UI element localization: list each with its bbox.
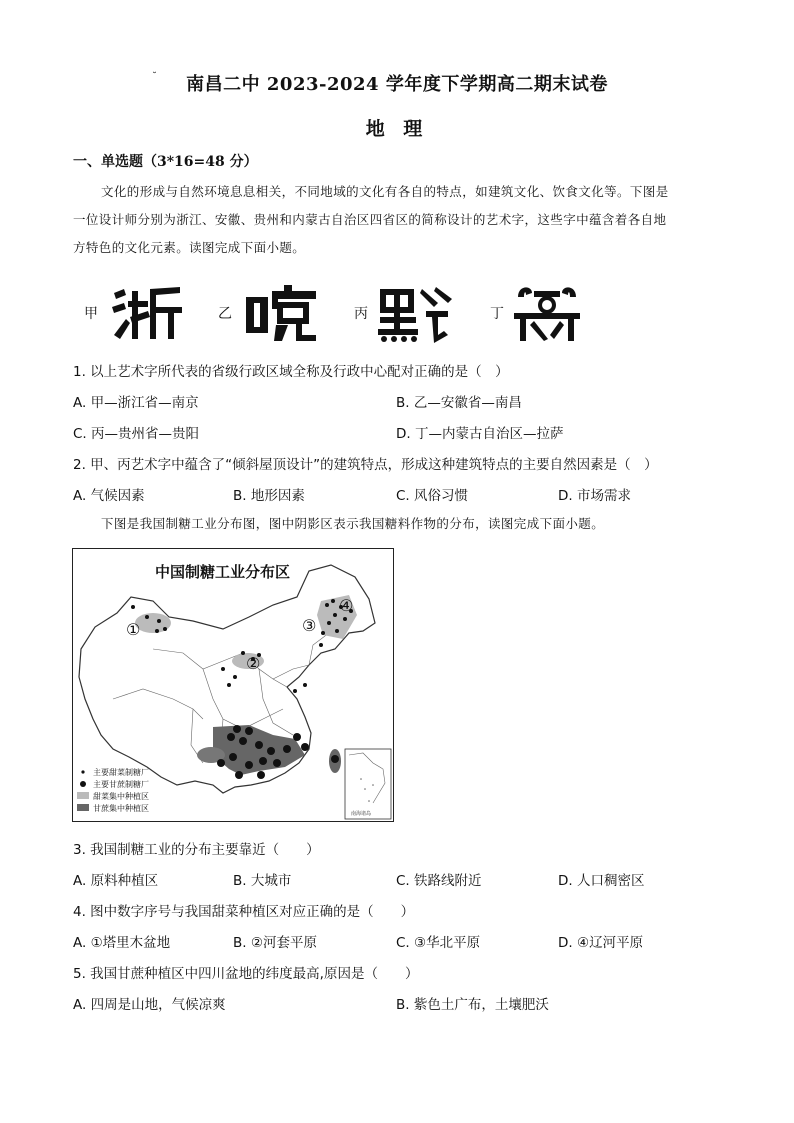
- question-4-option-a[interactable]: A. ①塔里木盆地: [73, 935, 171, 951]
- exam-title: [0, 70, 794, 96]
- art-label: 甲: [84, 306, 98, 322]
- question-2-option-c[interactable]: C. 风俗习惯: [396, 488, 469, 504]
- exam-title-text: 南昌二中 2023-2024 学年度下学期高二期末试卷: [186, 74, 608, 95]
- question-5-option-a[interactable]: A. 四周是山地，气候凉爽: [73, 997, 226, 1013]
- question-1-option-b[interactable]: B. 乙—安徽省—南昌: [396, 395, 522, 411]
- subject-title: 地 理: [365, 118, 429, 140]
- legend-cane-area: 甘蔗集中种植区: [93, 804, 149, 813]
- map-legend: [77, 767, 149, 813]
- question-4-option-d[interactable]: D. ④辽河平原: [558, 935, 644, 951]
- art-character-jia: [84, 283, 194, 343]
- question-3-option-a[interactable]: A. 原料种植区: [73, 873, 159, 889]
- marker-3: ③: [302, 616, 317, 635]
- intro-line: 文化的形成与自然环境息息相关，不同地域的文化有各自的特点，如建筑文化、饮食文化等。下图是: [101, 184, 669, 199]
- art-character-yi: [218, 283, 328, 343]
- south-china-sea-inset: [345, 749, 391, 819]
- question-2-stem: 2. 甲、丙艺术字中蕴含了“倾斜屋顶设计”的建筑特点，形成这种建筑特点的主要自然因素是（ ）: [73, 457, 658, 473]
- legend-beet-factory: 主要甜菜制糖厂: [93, 768, 149, 777]
- map-intro-text: 下图是我国制糖工业分布图，图中阴影区表示我国糖料作物的分布，读图完成下面小题。: [101, 516, 605, 531]
- question-5-option-b[interactable]: B. 紫色土广布，土壤肥沃: [396, 997, 549, 1013]
- intro-paragraph: [73, 178, 723, 262]
- wan-art-glyph: [244, 283, 320, 343]
- bullet-mark: ˘: [152, 72, 158, 83]
- sugar-industry-map: [72, 548, 394, 822]
- question-2-option-a[interactable]: A. 气候因素: [73, 488, 145, 504]
- section-heading: 一、单选题（3*16=48 分）: [73, 154, 258, 170]
- legend-beet-area: 甜菜集中种植区: [93, 792, 149, 801]
- question-2-option-b[interactable]: B. 地形因素: [233, 488, 305, 504]
- question-3-option-b[interactable]: B. 大城市: [233, 873, 292, 889]
- meng-art-glyph: [512, 283, 582, 343]
- question-1-option-d[interactable]: D. 丁—内蒙古自治区—拉萨: [396, 426, 564, 442]
- art-character-bing: [354, 283, 464, 343]
- art-label: 丙: [354, 306, 368, 322]
- question-4-stem: 4. 图中数字序号与我国甜菜种植区对应正确的是（ ）: [73, 904, 415, 920]
- question-3-stem: 3. 我国制糖工业的分布主要靠近（ ）: [73, 842, 320, 858]
- question-2-option-d[interactable]: D. 市场需求: [558, 488, 631, 504]
- zhe-art-glyph: [110, 283, 186, 343]
- question-3-option-d[interactable]: D. 人口稠密区: [558, 873, 645, 889]
- china-map-svg: [73, 549, 393, 821]
- question-3-option-c[interactable]: C. 铁路线附近: [396, 873, 482, 889]
- map-title: 中国制糖工业分布区: [155, 563, 291, 581]
- marker-1: ①: [126, 620, 141, 639]
- qian-art-glyph: [376, 283, 456, 343]
- inset-label: 南海诸岛: [351, 811, 372, 817]
- art-label: 乙: [218, 306, 232, 322]
- question-1-option-c[interactable]: C. 丙—贵州省—贵阳: [73, 426, 200, 442]
- marker-4: ④: [339, 596, 354, 615]
- question-4-option-c[interactable]: C. ③华北平原: [396, 935, 481, 951]
- question-1-stem: 1. 以上艺术字所代表的省级行政区域全称及行政中心配对正确的是（ ）: [73, 364, 509, 380]
- art-label: 丁: [490, 306, 504, 322]
- question-5-stem: 5. 我国甘蔗种植区中四川盆地的纬度最高,原因是（ ）: [73, 966, 419, 982]
- map-intro: [73, 510, 723, 538]
- legend-cane-factory: 主要甘蔗制糖厂: [93, 780, 149, 789]
- question-1-option-a[interactable]: A. 甲—浙江省—南京: [73, 395, 199, 411]
- art-character-ding: [490, 283, 600, 343]
- intro-line: 方特色的文化元素。读图完成下面小题。: [73, 240, 306, 255]
- marker-2: ②: [246, 654, 261, 673]
- question-4-option-b[interactable]: B. ②河套平原: [233, 935, 317, 951]
- intro-line: 一位设计师分别为浙江、安徽、贵州和内蒙古自治区四省区的简称设计的艺术字，这些字中蕴含着各自地: [73, 212, 667, 227]
